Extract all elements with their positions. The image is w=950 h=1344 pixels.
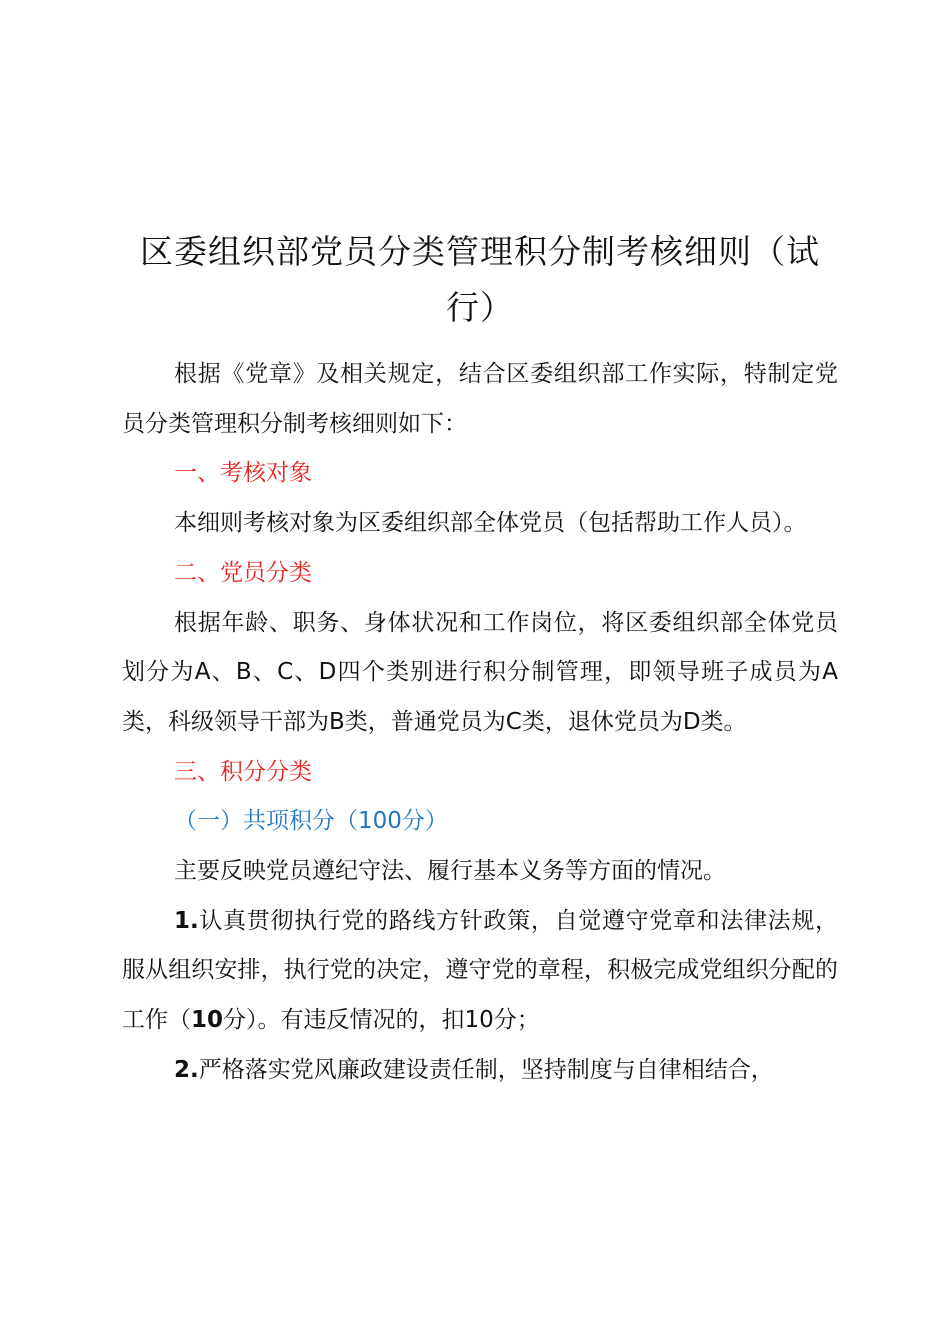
list-item-2 — [122, 1046, 838, 1096]
list-item-2-text: 严格落实党风廉政建设责任制，坚持制度与自律相结合， — [198, 1056, 774, 1083]
section-assessment-target-text: 本细则考核对象为区委组织部全体党员（包括帮助工作人员）。 — [174, 510, 807, 537]
document-title: 区委组织部党员分类管理积分制考核细则（试行） — [140, 232, 820, 327]
list-item-2-number: 2. — [174, 1056, 199, 1083]
list-item-1-text-after: 分）。有违反情况的，扣10分； — [223, 1007, 540, 1034]
list-item-1-text: 认真贯彻执行党的路线方针政策，自觉遵守党章和法律法规，服从组织安排，执行党的决定，遵守党的章程，积极完成党组织分配的工作（ — [122, 907, 838, 1034]
intro-paragraph: 根据《党章》及相关规定，结合区委组织部工作实际，特制定党员分类管理积分制考核细则如下： — [122, 361, 838, 437]
section-member-classification-text: 根据年龄、职务、身体状况和工作岗位，将区委组织部全体党员划分为A、B、C、D四个类别进行积分制管理，即领导班子成员为A类，科级领导干部为B类，普通党员为C类，退休党员为D类。 — [122, 609, 838, 735]
section-heading-points-classification: 三、积分分类 — [174, 758, 312, 785]
subsection-heading-common-points: （一）共项积分（100分） — [174, 808, 448, 835]
subsection-common-points-text: 主要反映党员遵纪守法、履行基本义务等方面的情况。 — [174, 858, 726, 885]
section-heading-assessment-target: 一、考核对象 — [174, 460, 312, 487]
document-body — [122, 350, 838, 1096]
list-item-1 — [122, 897, 838, 1046]
list-item-1-points: 10 — [191, 1007, 224, 1034]
list-item-1-number: 1. — [174, 907, 199, 934]
section-heading-member-classification: 二、党员分类 — [174, 559, 312, 586]
